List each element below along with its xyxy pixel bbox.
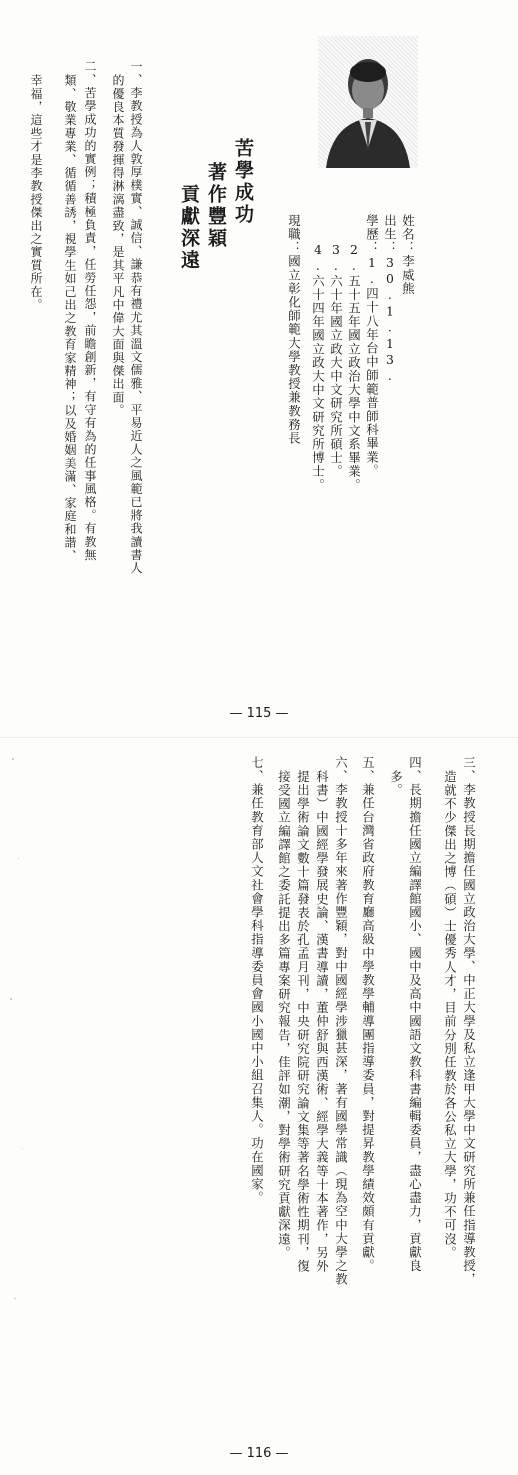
body-115-line-1: 一、李教授為人敦厚樸實、誠信、謙恭有禮尤其溫文儒雅、平易近人之風範已將我讀書人: [129, 60, 143, 575]
profile-education-2: 2.五十五年國立政治大學中文系畢業。: [346, 242, 362, 492]
headline-line-3: 貢獻深遠: [178, 184, 200, 272]
profile-education-1: 學歷：1.四十八年台中師範普師科畢業。: [364, 214, 380, 478]
body-115-line-4: 類、敬業專業、循循善誘，視學生如己出之教育家精神；以及婚姻美滿、家庭和諧、: [63, 74, 77, 563]
body-115-line-5: 幸福，這些才是李教授傑出之實質所在。: [29, 74, 43, 312]
page-number-116: — 116 —: [229, 1446, 289, 1461]
scan-speck: [22, 1148, 23, 1149]
profile-position: 現職：國立彰化師範大學教授兼教務長: [286, 214, 302, 446]
profile-birth: 出生：30.1.13.: [382, 214, 398, 385]
scan-speck: [14, 1298, 16, 1299]
scan-speck: [10, 998, 12, 1000]
scan-speck: [12, 758, 14, 760]
body-116-line-1: 三、李教授長期擔任國立政治大學、中正大學及私立逢甲大學中文研究所兼任指導教授，: [461, 756, 477, 1287]
profile-education-3: 3.六十年國立政大中文研究所碩士。: [328, 242, 344, 479]
profile-education-4: 4.六十四年國立政大中文研究所博士。: [310, 242, 326, 492]
scan-speck: [18, 858, 19, 859]
page-115: [0, 0, 518, 737]
body-116-line-6: 六、李教授十多年來著作豐穎，對中國經學涉獵甚深，著有國學常識（現為空中大學之教: [333, 756, 349, 1287]
body-116-line-8: 提出學術論文數十篇發表於孔孟月刊，中央研究院研究論文集等著名學術性期刊，復: [295, 770, 311, 1274]
page-116: [0, 737, 518, 1475]
profile-name: 姓名：李威熊: [400, 214, 416, 296]
body-116-line-5: 五、兼任台灣省政府教育廳高級中學教學輔導團指導委員，對提昇教學績效頗有貢獻。: [360, 756, 376, 1273]
body-116-line-3: 四、長期擔任國立編譯館國小、國中及高中國語文教科書編輯委員，盡心盡力，貢獻良: [407, 756, 423, 1273]
headline-line-2: 著作豐穎: [205, 162, 227, 250]
body-116-line-10: 七、兼任教育部人文社會學科指導委員會國小國中小組召集人。功在國家。: [249, 756, 265, 1205]
body-116-line-4: 多。: [388, 770, 404, 798]
body-115-line-3: 二、苦學成功的實例；積極負責，任勞任怨，前瞻創新，有守有為的任事風格。有教無: [83, 60, 97, 562]
body-115-line-2: 的優良本質發揮得淋漓盡致，是其平凡中偉大面與傑出面。: [111, 74, 125, 418]
body-116-line-7: 科書）中國經學發展史論、漢書導讀，董仲舒與西漢術、經學大義等十本著作，另外: [314, 770, 330, 1274]
body-116-line-2: 造就不少傑出之博（碩）士優秀人才，目前分別任教於各公私立大學，功不可沒。: [442, 770, 458, 1260]
author-portrait: [318, 36, 418, 168]
headline-line-1: 苦學成功: [232, 138, 254, 226]
page-number-115: — 115 —: [229, 706, 289, 721]
body-116-line-9: 接受國立編譯館之委託提出多篇專案研究報告，佳評如潮，對學術研究貢獻深遠。: [276, 770, 292, 1260]
